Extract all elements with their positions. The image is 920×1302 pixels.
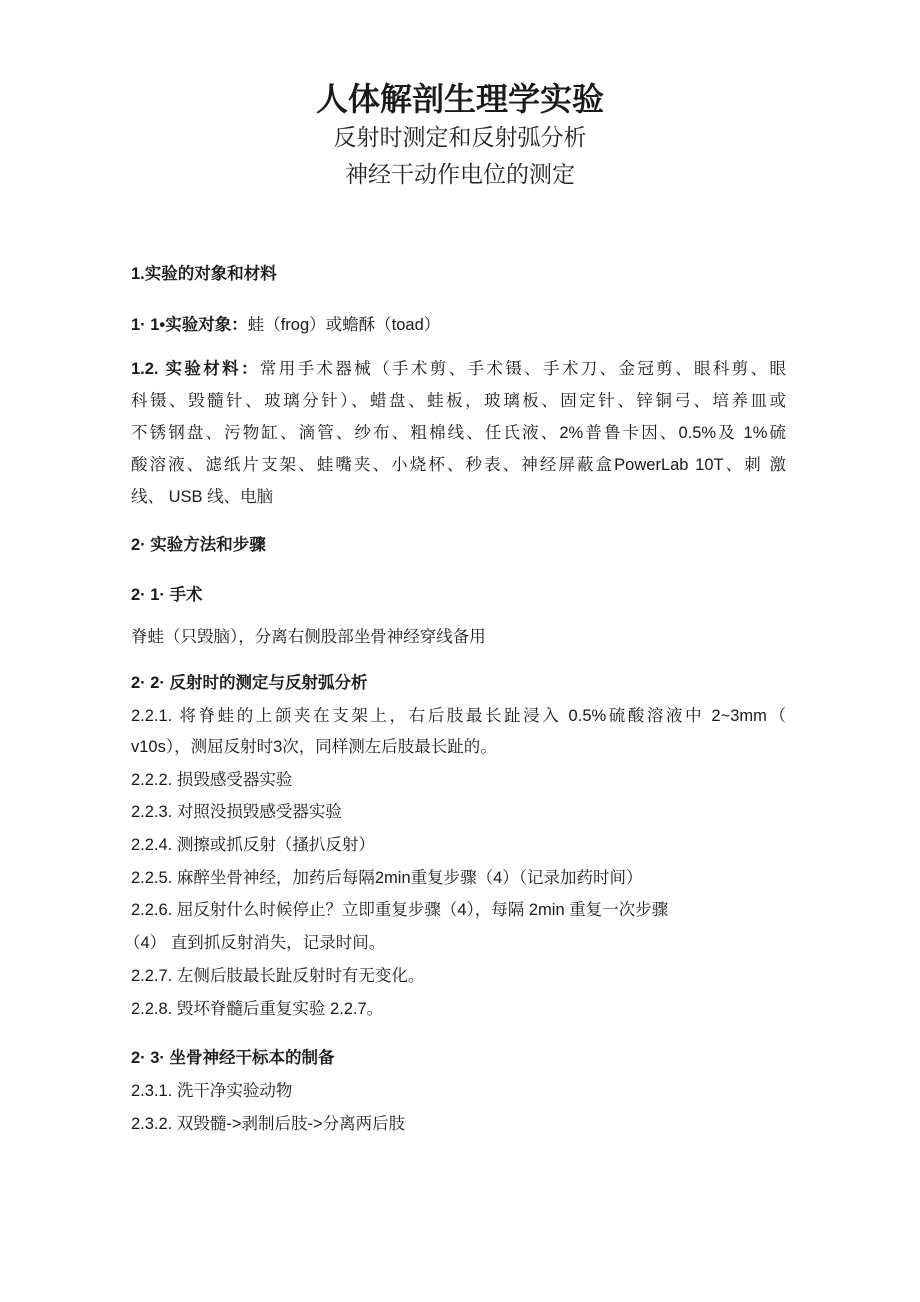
step-line: 2.2.1. 将脊蛙的上颌夹在支架上，右后肢最长趾浸入 0.5%硫酸溶液中 2~3mm（ (131, 707, 786, 725)
label: 1· 1•实验对象： (131, 316, 248, 334)
paragraph-line: 酸溶液、滤纸片支架、蛙嘴夹、小烧杯、秒表、神经屏蔽盒PowerLab 10T、刺 激 (131, 456, 786, 474)
text: 蛙（frog）或蟾酥（toad） (247, 316, 441, 334)
step-line: 2.2.8. 毁坏脊髓后重复实验 2.2.7。 (131, 1000, 384, 1018)
paragraph-line: 线、 USB 线、电脑 (131, 488, 274, 506)
subsection-heading: 2· 2· 反射时的测定与反射弧分析 (131, 674, 368, 692)
subtitle: 反射时测定和反射弧分析 (333, 125, 587, 151)
paragraph: 脊蛙（只毁脑），分离右侧股部坐骨神经穿线备用 (131, 628, 486, 646)
step-line: 2.2.3. 对照没损毁感受器实验 (131, 803, 342, 821)
step-line: 2.3.1. 洗干净实验动物 (131, 1082, 293, 1100)
step-line: 2.2.2. 损毁感受器实验 (131, 771, 293, 789)
step-line: v10s），测屈反射时3次，同样测左后肢最长趾的。 (131, 738, 497, 756)
paragraph-line: 不锈钢盘、污物缸、滴管、纱布、粗棉线、任氏液、2%普鲁卡因、0.5%及 1%硫 (131, 424, 786, 442)
step-line: 2.3.2. 双毁髓->剥制后肢->分离两后肢 (131, 1115, 406, 1133)
section-heading: 1.实验的对象和材料 (131, 265, 277, 283)
subsection-heading: 2· 1· 手术 (131, 586, 203, 604)
paragraph-line (131, 361, 786, 378)
step-line: 2.2.6. 屈反射什么时候停止？立即重复步骤（4），每隔 2min 重复一次步骤 (131, 901, 669, 919)
paragraph-line: 科镊、毁髓针、玻璃分针）、蜡盘、蛙板，玻璃板、固定针、锌铜弓、培养皿或 (131, 392, 786, 410)
step-line: 2.2.5. 麻醉坐骨神经，加药后每隔2min重复步骤（4）（记录加药时间） (131, 869, 643, 887)
section-heading: 2· 实验方法和步骤 (131, 536, 266, 554)
subsection-heading: 2· 3· 坐骨神经干标本的制备 (131, 1049, 335, 1067)
paragraph (131, 317, 440, 334)
label: 1.2. 实验材料： (131, 360, 260, 378)
text: 常用手术器械（手术剪、手术镊、手术刀、金冠剪、眼科剪、眼 (259, 360, 786, 378)
step-line: 2.2.4. 测擦或抓反射（搔扒反射） (131, 836, 375, 854)
step-line: 2.2.7. 左侧后肢最长趾反射时有无变化。 (131, 967, 425, 985)
document-title: 人体解剖生理学实验 (315, 80, 604, 118)
subtitle: 神经干动作电位的测定 (345, 162, 575, 188)
step-line: （4） 直到抓反射消失，记录时间。 (124, 934, 386, 952)
